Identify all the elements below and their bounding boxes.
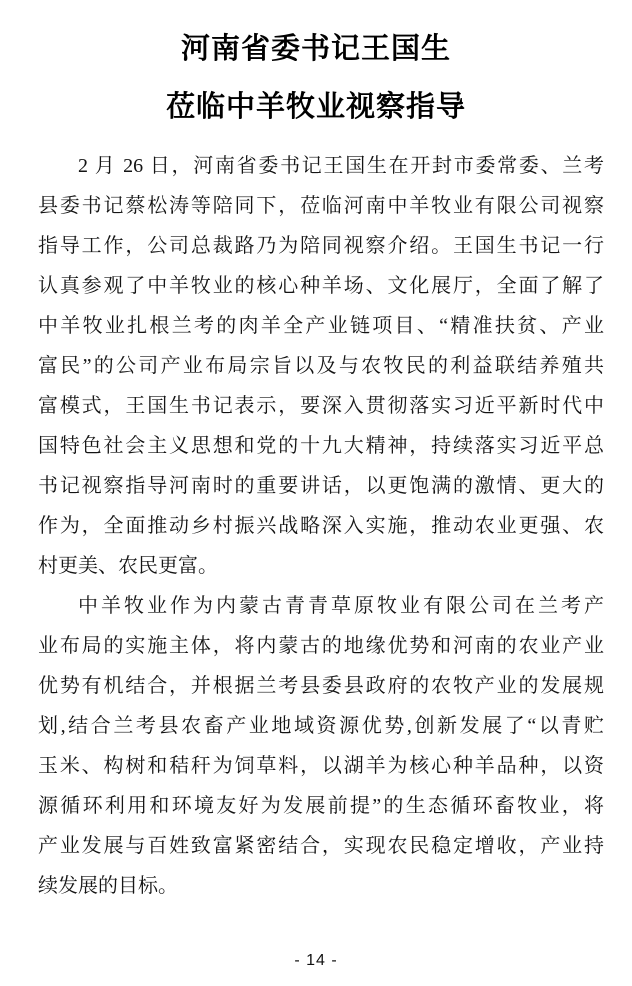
body-line: 国特色社会主义思想和党的十九大精神，持续落实习近平总 (38, 435, 604, 457)
title-line-1: 河南省委书记王国生 (180, 33, 451, 65)
body-line: 富模式，王国生书记表示，要深入贯彻落实习近平新时代中 (38, 395, 604, 417)
document-body (38, 146, 604, 906)
title-line-2: 莅临中羊牧业视察指导 (165, 91, 466, 123)
body-line: 划,结合兰考县农畜产业地域资源优势,创新发展了“以青贮 (38, 715, 604, 737)
body-line: 续发展的目标。 (38, 875, 178, 897)
body-line: 县委书记蔡松涛等陪同下，莅临河南中羊牧业有限公司视察 (38, 195, 604, 217)
document-title (0, 0, 632, 136)
body-line: 产业发展与百姓致富紧密结合，实现农民稳定增收，产业持 (38, 835, 604, 857)
body-line: 指导工作，公司总裁路乃为陪同视察介绍。王国生书记一行 (38, 235, 604, 257)
body-line: 源循环利用和环境友好为发展前提”的生态循环畜牧业，将 (38, 795, 604, 817)
body-line: 中羊牧业作为内蒙古青青草原牧业有限公司在兰考产 (78, 595, 604, 617)
body-line: 2 月 26 日，河南省委书记王国生在开封市委常委、兰考 (78, 155, 604, 177)
body-line: 玉米、构树和秸秆为饲草料，以湖羊为核心种羊品种，以资 (38, 755, 604, 777)
body-line: 村更美、农民更富。 (38, 555, 218, 577)
body-line: 书记视察指导河南时的重要讲话，以更饱满的激情、更大的 (38, 475, 604, 497)
body-line: 中羊牧业扎根兰考的肉羊全产业链项目、“精准扶贫、产业 (38, 315, 604, 337)
body-line: 优势有机结合，并根据兰考县委县政府的农牧产业的发展规 (38, 675, 604, 697)
body-line: 认真参观了中羊牧业的核心种羊场、文化展厅，全面了解了 (38, 275, 604, 297)
body-line: 作为，全面推动乡村振兴战略深入实施，推动农业更强、农 (38, 515, 604, 537)
body-line: 业布局的实施主体，将内蒙古的地缘优势和河南的农业产业 (38, 635, 604, 657)
page-number: - 14 - (294, 952, 338, 969)
body-line: 富民”的公司产业布局宗旨以及与农牧民的利益联结养殖共 (38, 355, 604, 377)
